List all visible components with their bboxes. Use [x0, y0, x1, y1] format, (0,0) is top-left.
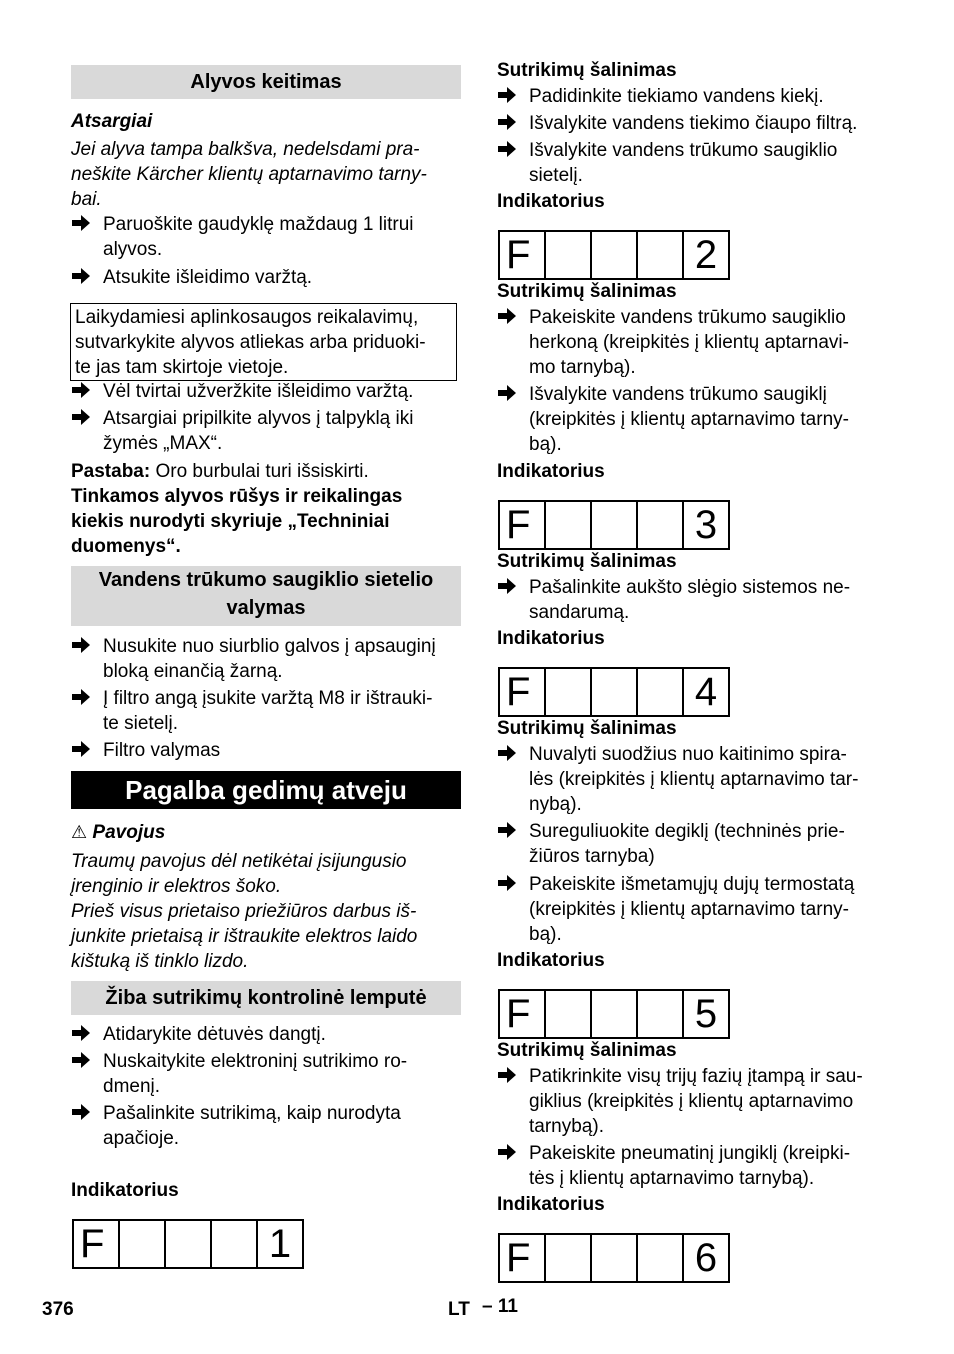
list-item — [497, 111, 897, 136]
list-item — [497, 1064, 897, 1139]
troubleshooting-label: Sutrikimų šalinimas — [497, 551, 677, 572]
list-item-text: Pakeiskite išmetamųjų dujų termostatą (kreipkitės į klientų aptarnavimo tarny- bą). — [529, 874, 855, 945]
indicator-cell: F — [500, 502, 546, 548]
caution-line: neškite Kärcher klientų aptarnavimo tarny- — [71, 164, 427, 185]
list-item — [71, 379, 461, 404]
list-item-text: Atidarykite dėtuvės dangtį. — [103, 1024, 326, 1045]
danger-line: Prieš visus prietaiso priežiūros darbus iš- — [71, 901, 417, 922]
fault-indicator-f5 — [498, 989, 730, 1039]
indicator-cell — [638, 502, 684, 548]
danger-line: junkite prietaisą ir ištraukite elektros laido — [71, 926, 418, 947]
arrow-right-icon — [71, 739, 91, 759]
list-item — [497, 742, 897, 817]
fault-indicator-f3 — [498, 500, 730, 550]
list-item-text: Nuskaitykite elektroninį sutrikimo ro- dmenį. — [103, 1051, 408, 1097]
indicator-label: Indikatorius — [497, 1194, 605, 1215]
chapter-title: Pagalba gedimų atveju — [71, 771, 461, 809]
language-code: LT — [448, 1299, 470, 1320]
danger-line: kištuką iš tinklo lizdo. — [71, 951, 249, 972]
list-item-text: Vėl tvirtai užveržkite išleidimo varžtą. — [103, 381, 414, 402]
indicator-cell — [166, 1221, 212, 1267]
oil-types-line: duomenys“. — [71, 536, 181, 557]
indicator-cell — [638, 1235, 684, 1281]
section-heading-oil-change: Alyvos keitimas — [71, 65, 461, 99]
fault-indicator-f6 — [498, 1233, 730, 1283]
section-heading-fault-lamp: Žiba sutrikimų kontrolinė lemputė — [71, 981, 461, 1015]
danger-line: Traumų pavojus dėl netikėtai įsijungusio — [71, 851, 407, 872]
list-item-text: Pašalinkite sutrikimą, kaip nurodyta apačioje. — [103, 1103, 401, 1149]
arrow-right-icon — [497, 1142, 517, 1162]
list-item-text: Atsukite išleidimo varžtą. — [103, 267, 313, 288]
list-item-text: Išvalykite vandens trūkumo saugiklį (kreipkitės į klientų aptarnavimo tarny- bą). — [529, 384, 849, 455]
list-item-text: Pakeiskite pneumatinį jungiklį (kreipki- tės į klientų aptarnavimo tarnybą). — [529, 1143, 851, 1189]
list-item — [71, 1049, 461, 1099]
fault-indicator-f1 — [72, 1219, 304, 1269]
arrow-right-icon — [497, 743, 517, 763]
arrow-right-icon — [497, 576, 517, 596]
arrow-right-icon — [497, 112, 517, 132]
indicator-cell — [638, 669, 684, 715]
indicator-cell: 4 — [694, 670, 718, 714]
arrow-right-icon — [71, 1102, 91, 1122]
arrow-right-icon — [497, 306, 517, 326]
indicator-label: Indikatorius — [71, 1180, 179, 1201]
indicator-cell — [592, 1235, 638, 1281]
indicator-cell — [546, 502, 592, 548]
arrow-right-icon — [497, 1065, 517, 1085]
list-item-text: Pakeiskite vandens trūkumo saugiklio herkoną (kreipkitės į klientų aptarnavi- mo tarnybą). — [529, 307, 849, 378]
indicator-label: Indikatorius — [497, 461, 605, 482]
list-item — [497, 305, 897, 380]
note-line — [71, 459, 369, 484]
list-item — [71, 406, 461, 456]
indicator-cell — [638, 232, 684, 278]
caution-title: Atsargiai — [71, 111, 153, 132]
list-item-text: Nusukite nuo siurblio galvos į apsauginį bloką einančią žarną. — [103, 636, 436, 682]
indicator-cell — [592, 502, 638, 548]
list-item-text: Išvalykite vandens trūkumo saugiklio sietelį. — [529, 140, 838, 186]
section-heading-sieve-cleaning: Vandens trūkumo saugiklio sietelio valymas — [71, 566, 461, 626]
arrow-right-icon — [71, 213, 91, 233]
indicator-label: Indikatorius — [497, 191, 605, 212]
list-item-text: Filtro valymas — [103, 740, 221, 761]
list-item — [71, 1022, 461, 1047]
arrow-right-icon — [71, 266, 91, 286]
indicator-cell — [638, 991, 684, 1037]
arrow-right-icon — [497, 139, 517, 159]
danger-title: Pavojus — [92, 822, 166, 843]
indicator-cell: 1 — [268, 1222, 292, 1266]
indicator-label: Indikatorius — [497, 950, 605, 971]
arrow-right-icon — [497, 383, 517, 403]
arrow-right-icon — [71, 1050, 91, 1070]
danger-line: įrenginio ir elektros šoko. — [71, 876, 282, 897]
arrow-right-icon — [497, 873, 517, 893]
note-label: Pastaba: — [71, 461, 151, 482]
arrow-right-icon — [497, 820, 517, 840]
oil-types-line: kiekis nurodyti skyriuje „Techniniai — [71, 511, 390, 532]
indicator-cell: F — [500, 232, 546, 278]
caution-line: Jei alyva tampa balkšva, nedelsdami pra- — [71, 139, 420, 160]
list-item — [71, 686, 461, 736]
list-item-text: Patikrinkite visų trijų fazių įtampą ir sau- giklius (kreipkitės į klientų aptarnavimo tarnybą). — [529, 1066, 863, 1137]
fault-indicator-f2 — [498, 230, 730, 280]
indicator-cell — [546, 1235, 592, 1281]
list-item-text: Atsargiai pripilkite alyvos į talpyklą iki žymės „MAX“. — [103, 408, 414, 454]
arrow-right-icon — [71, 635, 91, 655]
environment-note-box: Laikydamiesi aplinkosaugos reikalavimų, sutvarkykite alyvos atliekas arba priduoki- te jas tam skirtoje vietoje. — [70, 303, 457, 381]
indicator-cell — [592, 232, 638, 278]
list-item — [497, 84, 897, 109]
note-text: Oro burbulai turi išsiskirti. — [150, 461, 369, 482]
indicator-cell: 6 — [694, 1236, 718, 1280]
arrow-right-icon — [71, 1023, 91, 1043]
indicator-cell — [546, 991, 592, 1037]
arrow-right-icon — [71, 407, 91, 427]
list-item-text: Į filtro angą įsukite varžtą M8 ir ištrauki- te sietelį. — [103, 688, 433, 734]
list-item-text: Padidinkite tiekiamo vandens kiekį. — [529, 86, 824, 107]
troubleshooting-label: Sutrikimų šalinimas — [497, 1040, 677, 1061]
troubleshooting-label: Sutrikimų šalinimas — [497, 281, 677, 302]
indicator-cell: F — [74, 1221, 120, 1267]
list-item-text: Pašalinkite aukšto slėgio sistemos ne- sandarumą. — [529, 577, 851, 623]
warning-triangle-icon: ⚠ — [71, 822, 88, 843]
list-item — [71, 738, 461, 763]
danger-heading — [71, 820, 165, 845]
list-item-text: Nuvalyti suodžius nuo kaitinimo spira- lės (kreipkitės į klientų aptarnavimo tar- nybą). — [529, 744, 859, 815]
list-item — [497, 872, 897, 947]
indicator-label: Indikatorius — [497, 628, 605, 649]
list-item — [71, 1101, 461, 1151]
indicator-cell: F — [500, 1235, 546, 1281]
indicator-cell: 5 — [694, 992, 718, 1036]
indicator-cell — [546, 232, 592, 278]
list-item — [497, 575, 897, 625]
caution-line: bai. — [71, 189, 102, 210]
list-item — [71, 634, 461, 684]
indicator-cell — [592, 669, 638, 715]
oil-types-line: Tinkamos alyvos rūšys ir reikalingas — [71, 486, 403, 507]
indicator-cell: F — [500, 669, 546, 715]
list-item — [71, 265, 461, 290]
list-item-text: Išvalykite vandens tiekimo čiaupo filtrą. — [529, 113, 858, 134]
page-number: 376 — [42, 1299, 74, 1320]
indicator-cell: 2 — [694, 233, 718, 277]
list-item — [497, 138, 897, 188]
troubleshooting-label: Sutrikimų šalinimas — [497, 718, 677, 739]
list-item-text: Paruoškite gaudyklę maždaug 1 litrui alyvos. — [103, 214, 414, 260]
troubleshooting-label: Sutrikimų šalinimas — [497, 60, 677, 81]
indicator-cell — [546, 669, 592, 715]
indicator-cell — [592, 991, 638, 1037]
indicator-cell — [120, 1221, 166, 1267]
indicator-cell: 3 — [694, 503, 718, 547]
arrow-right-icon — [71, 687, 91, 707]
section-page-number: – 11 — [482, 1296, 518, 1317]
list-item — [497, 382, 897, 457]
list-item — [71, 212, 461, 262]
arrow-right-icon — [71, 380, 91, 400]
fault-indicator-f4 — [498, 667, 730, 717]
list-item-text: Sureguliuokite degiklį (techninės prie- žiūros tarnyba) — [529, 821, 845, 867]
arrow-right-icon — [497, 85, 517, 105]
list-item — [497, 819, 897, 869]
indicator-cell — [212, 1221, 258, 1267]
list-item — [497, 1141, 897, 1191]
indicator-cell: F — [500, 991, 546, 1037]
